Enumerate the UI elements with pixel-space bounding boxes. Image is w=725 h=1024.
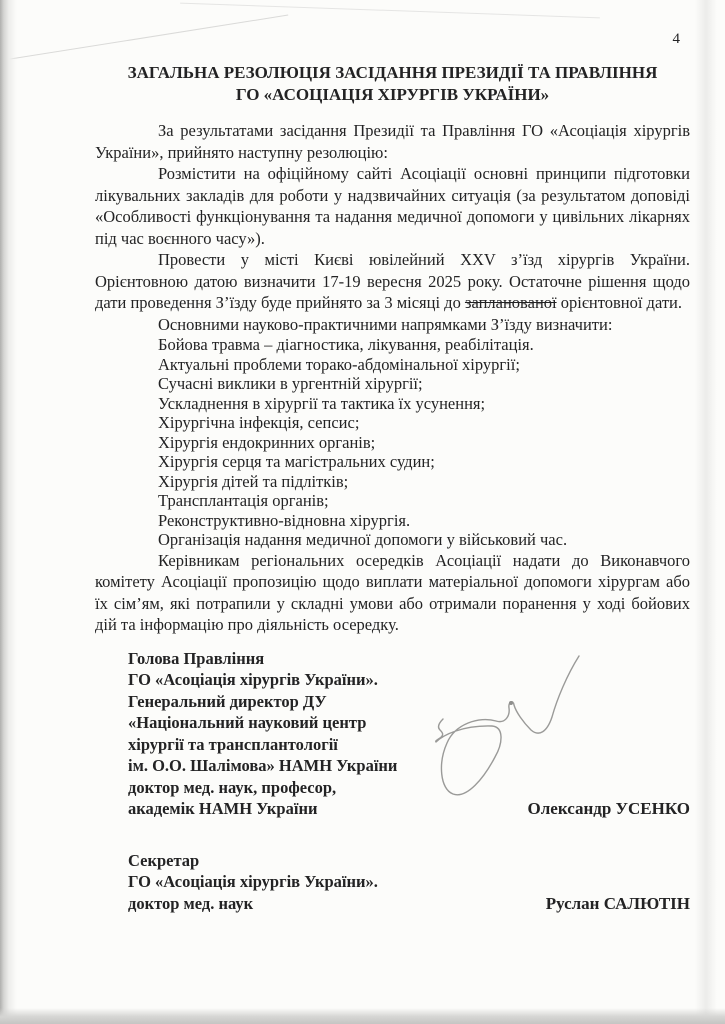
signatory-role-line: Секретар [128, 850, 200, 870]
paragraph-website-principles: Розмістити на офіційному сайті Асоціації основні принципи підготовки лікувальних закладів для роботи у надзвичайних ситуація (за результатом доповіді «Особливості функціонування та надання медичної допомоги у цивільних лікарнях під час воєнного часу»). [95, 164, 690, 248]
signatory-role-line: доктор мед. наук, професор, [128, 777, 337, 797]
signatory-role-line: академік НАМН України [128, 799, 318, 818]
page-number: 4 [672, 31, 680, 47]
topic-item: Хірургія серця та магістральних судин; [158, 452, 435, 471]
paragraph-regional-branches: Керівникам регіональних осередків Асоціації надати до Виконавчого комітету Асоціації пропозицію щодо виплати матеріальної допомоги хірургам або їх сім’ям, які потрапили у складні умови або отримали поранення у ході бойових дій та інформацію про діяльність осередку. [95, 550, 690, 634]
signatory-role-line: ГО «Асоціація хірургів України». [128, 670, 378, 689]
signature-block-chairman [128, 648, 690, 820]
title-line-2: ГО «АСОЦІАЦІЯ ХІРУРГІВ УКРАЇНИ» [235, 85, 550, 104]
topic-item: Бойова травма – діагностика, лікування, реабілітація. [158, 335, 534, 354]
struck-out-word: запланованої [464, 293, 557, 312]
topics-list [158, 335, 690, 550]
paragraph-congress-date [95, 249, 690, 314]
signatory-role-line: ГО «Асоціація хірургів України». [128, 872, 378, 891]
topic-item: Хірургічна інфекція, сепсис; [158, 413, 360, 432]
topic-item: Хірургія дітей та підлітків; [158, 471, 349, 491]
title-line-1: ЗАГАЛЬНА РЕЗОЛЮЦІЯ ЗАСІДАННЯ ПРЕЗИДІЇ ТА ПРАВЛІННЯ [127, 63, 658, 82]
topic-item: Організація надання медичної допомоги у військовий час. [158, 530, 568, 549]
topic-item: Ускладнення в хірургії та тактика їх усунення; [158, 393, 486, 413]
paragraph-topics-intro: Основними науково-практичними напрямками З’їзду визначити: [158, 314, 613, 334]
topic-item: Сучасні виклики в ургентній хірургії; [158, 374, 423, 393]
topic-item: Хірургія ендокринних органів; [158, 432, 376, 452]
congress-text-after-strike: орієнтовної дати. [556, 293, 683, 312]
signatory-role-line: доктор мед. наук [128, 893, 254, 913]
paragraph-resolution-intro: За результатами засідання Президії та Правління ГО «Асоціація хірургів України», прийнято наступну резолюцію: [95, 121, 690, 162]
topic-item: Реконструктивно-відновна хірургія. [158, 510, 411, 530]
signatory-name-chairman: Олександр УСЕНКО [527, 799, 690, 818]
signatory-name-secretary: Руслан САЛЮТІН [545, 893, 690, 913]
signatory-role-line: Голова Правління [128, 648, 265, 668]
signatory-role-line: «Національний науковий центр [128, 713, 367, 732]
topic-item: Трансплантація органів; [158, 491, 329, 510]
signatory-role-line: Генеральний директор ДУ [128, 691, 327, 711]
congress-text-before-strike: Провести у місті Києві ювілейний XXV з’їзд хірургів України. Орієнтовною датою визначити 17-19 вересня 2025 року. Остаточне рішення щодо дати проведення З’їзду буде прийнято за 3 місяці до [95, 250, 690, 312]
signatory-role-line: ім. О.О. Шалімова» НАМН України [128, 756, 398, 775]
document-title [95, 62, 690, 106]
signature-block-secretary [128, 850, 690, 915]
topic-item: Актуальні проблеми торако-абдомінальної хірургії; [158, 354, 520, 374]
signatory-role-line: хірургії та трансплантології [128, 734, 338, 754]
